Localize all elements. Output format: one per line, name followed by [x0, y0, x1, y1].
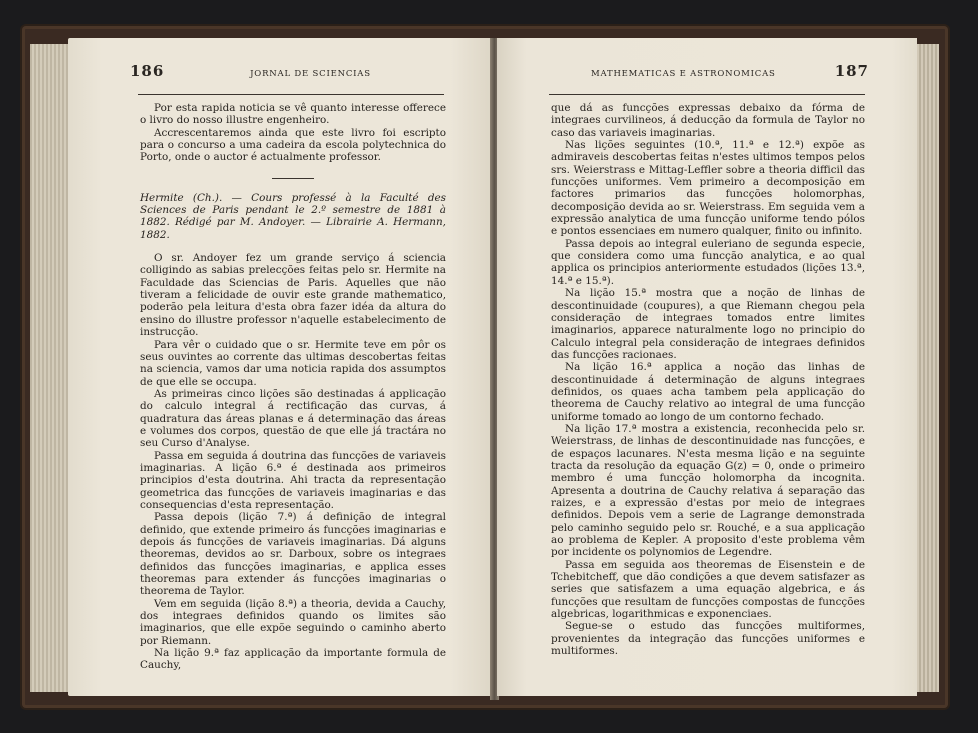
left-paragraph-6: Passa em seguida á doutrina das funcções de variaveis imaginarias. A lição 6.ª é destinada aos primeiros principios d'esta doutrina. Ahi tracta da representação geometrica das funcções de variaveis imaginarias e das consequencias d'esta representação. — [140, 449, 446, 511]
left-page-edges — [30, 44, 70, 692]
left-paragraph-1: Por esta rapida noticia se vê quanto interesse offerece o livro do nosso illustre engenheiro. — [140, 102, 446, 127]
left-paragraph-8: Vem em seguida (lição 8.ª) a theoria, devida a Cauchy, dos integraes definidos quando os limites são imaginarios, que elle expõe seguindo o caminho aberto por Riemann. — [140, 597, 446, 647]
left-header-rule — [138, 94, 444, 95]
right-page-number: 187 — [834, 62, 869, 80]
left-paragraph-9: Na lição 9.ª faz applicação da importante formula de Cauchy, — [140, 647, 446, 672]
right-page — [497, 38, 917, 696]
right-page-edges — [917, 44, 939, 692]
review-heading: Hermite (Ch.). — Cours professé à la Faculté des Sciences de Paris pendant le 2.º semestre de 1881 à 1882. Rédigé par M. Andoyer. — Librairie A. Hermann, 1882. — [140, 191, 446, 241]
right-paragraph-8: Segue-se o estudo das funcções multiformes, provenientes da integração das funcções uniformes e multiformes. — [551, 620, 865, 658]
left-page-header — [130, 62, 371, 80]
section-separator — [272, 178, 314, 179]
right-paragraph-2: Nas lições seguintes (10.ª, 11.ª e 12.ª) expõe as admiraveis descobertas feitas n'estes ultimos tempos pelos srs. Weierstrass e Mittag-Leffler sobre a theoria difficil das funcções uniformes. Vem primeiro a decomposição em factores primarios das funcções holomorphas, decomposição devida ao sr. Weierstrass. Em seguida vem a expressão analytica de uma funcção uniforme tendo pólos e pontos essenciaes em numero qualquer, finito ou infinito. — [551, 139, 865, 238]
left-page-number: 186 — [130, 62, 165, 80]
left-paragraph-5: As primeiras cinco lições são destinadas á applicação do calculo integral á rectificação das curvas, á quadratura das áreas planas e á determinação das áreas e volumes dos corpos, questão de que elle já tractára no seu Curso d'Analyse. — [140, 387, 446, 450]
right-running-head: MATHEMATICAS E ASTRONOMICAS — [591, 69, 776, 79]
left-paragraph-7: Passa depois (lição 7.ª) á definição de integral definido, que extende primeiro ás funcções imaginarias e depois ás funcções de variaveis imaginarias. Dá alguns theoremas, devidos ao sr. Darboux, sobre os integraes definidos das funcções imaginarias, e applica esses theoremas para extender ás funcções imaginarias o theorema de Taylor. — [140, 511, 446, 598]
right-page-header — [551, 62, 869, 80]
left-page-body — [140, 102, 446, 672]
left-running-head: JORNAL DE SCIENCIAS — [250, 69, 371, 79]
right-header-rule — [549, 94, 865, 95]
right-paragraph-4: Na lição 15.ª mostra que a noção de linhas de descontinuidade (coupures), a que Riemann chegou pela consideração de integraes tomados entre limites imaginarios, apparece naturalmente logo no principio do Calculo integral pela consideração de integraes definidos das funcções racionaes. — [551, 287, 865, 361]
right-paragraph-3: Passa depois ao integral euleriano de segunda especie, que considera como uma funcção analytica, e ao qual applica os principios anteriormente estudados (lições 13.ª, 14.ª e 15.ª). — [551, 237, 865, 287]
left-paragraph-3: O sr. Andoyer fez um grande serviço á sciencia colligindo as sabias prelecções feitas pelo sr. Hermite na Faculdade das Sciencias de Paris. Aquelles que não tiveram a felicidade de ouvir este grande mathematico, poderão pela leitura d'esta obra fazer idéa da altura do ensino do illustre professor n'aquelle estabelecimento de instrucção. — [140, 252, 446, 339]
right-paragraph-6: Na lição 17.ª mostra a existencia, reconhecida pelo sr. Weierstrass, de linhas de descontinuidade nas funcções, e de espaços lacunares. N'esta mesma lição e na seguinte tracta da resolução da equação G(z) = 0, onde o primeiro membro é uma funcção holomorpha da incognita. Apresenta a doutrina de Cauchy relativa á separação das raizes, e a expressão d'estas por meio de integraes definidos. Depois vem a serie de Lagrange demonstrada pelo caminho seguido pelo sr. Rouché, e a sua applicação ao problema de Kepler. A proposito d'este problema vêm por incidente os polynomios de Legendre. — [551, 422, 865, 559]
right-paragraph-1: que dá as funcções expressas debaixo da fórma de integraes curvilineos, á deducção da formula de Taylor no caso das variaveis imaginarias. — [551, 102, 865, 139]
left-paragraph-2: Accrescentaremos ainda que este livro foi escripto para o concurso a uma cadeira da escola polytechnica do Porto, onde o auctor é actualmente professor. — [140, 126, 446, 164]
left-page — [68, 38, 492, 696]
right-paragraph-5: Na lição 16.ª applica a noção das linhas de descontinuidade á determinação de alguns integraes definidos, os quaes acha tambem pela applicação do theorema de Cauchy relativo ao integral de uma funcção uniforme tomado ao longo de um contorno fechado. — [551, 361, 865, 423]
left-paragraph-4: Para vêr o cuidado que o sr. Hermite teve em pôr os seus ouvintes ao corrente das ultimas descobertas feitas na sciencia, vamos dar uma noticia rapida dos assumptos de que elle se occupa. — [140, 338, 446, 388]
right-paragraph-7: Passa em seguida aos theoremas de Eisenstein e de Tchebitcheff, que dão condições a que devem satisfazer as series que satisfazem a uma equação algebrica, e ás funcções que resultam de funcções compostas de funcções algebricas, logarithmicas e exponenciaes. — [551, 558, 865, 621]
right-page-body — [551, 102, 865, 657]
